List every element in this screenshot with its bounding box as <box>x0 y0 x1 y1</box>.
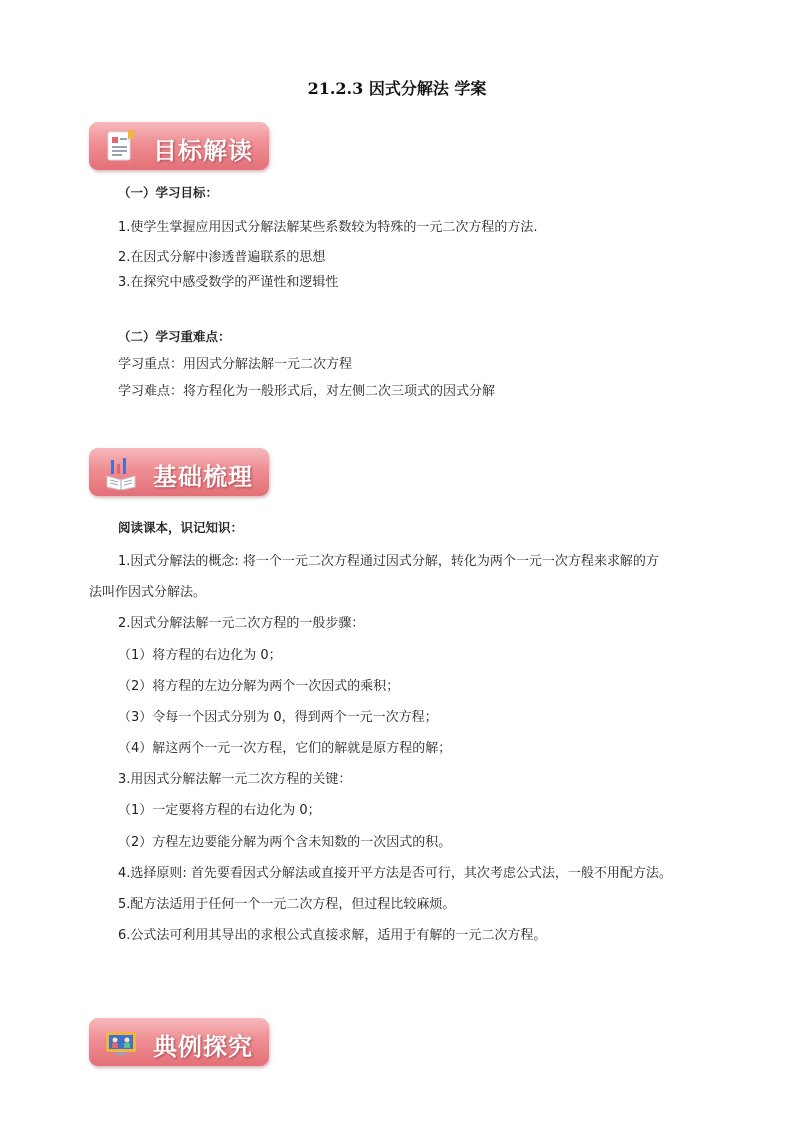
banner-examples-label: 典例探究 <box>153 1033 253 1061</box>
banner-basics-label: 基础梳理 <box>153 463 253 491</box>
banner-goals-label: 目标解读 <box>153 137 253 165</box>
basics-formula: 6.公式法可利用其导出的求根公式直接求解，适用于有解的一元二次方程。 <box>118 928 547 943</box>
basics-steps-title: 2.因式分解法解一元二次方程的一般步骤： <box>118 616 365 631</box>
banner-goals <box>89 122 269 170</box>
basics-step-3: （3）令每一个因式分别为 0，得到两个一元一次方程； <box>118 710 438 725</box>
document-title: 21.2.3 因式分解法 学案 <box>307 79 487 98</box>
basics-intro: 阅读课本，识记知识： <box>118 520 244 535</box>
open-book-chart-icon <box>104 454 138 490</box>
basics-concept-line-2: 法叫作因式分解法。 <box>89 585 207 600</box>
basics-principle: 4.选择原则: 首先要看因式分解法或直接开平方法是否可行，其次考虑公式法，一般不用配方法。 <box>118 866 672 881</box>
objective-item-1: 1.使学生掌握应用因式分解法解某些系数较为特殊的一元二次方程的方法. <box>118 220 538 235</box>
presentation-board-icon <box>104 1024 138 1060</box>
basics-completing-square: 5.配方法适用于任何一个一元二次方程，但过程比较麻烦。 <box>118 897 456 912</box>
document-checklist-icon <box>104 128 138 164</box>
objective-item-3: 3.在探究中感受数学的严谨性和逻辑性 <box>118 275 339 290</box>
key-points-difficulty: 学习难点：将方程化为一般形式后，对左侧二次三项式的因式分解 <box>118 384 496 399</box>
basics-key-title: 3.用因式分解法解一元二次方程的关键： <box>118 772 352 787</box>
basics-step-4: （4）解这两个一元一次方程，它们的解就是原方程的解； <box>118 741 452 756</box>
basics-key-item-2: （2）方程左边要能分解为两个含未知数的一次因式的积。 <box>118 835 452 850</box>
banner-examples <box>89 1018 269 1066</box>
basics-key-item-1: （1）一定要将方程的右边化为 0； <box>118 803 321 818</box>
key-points-focus: 学习重点：用因式分解法解一元二次方程 <box>118 357 353 372</box>
objectives-heading: （一）学习目标： <box>118 185 219 200</box>
banner-basics <box>89 448 269 496</box>
basics-concept-line-1: 1.因式分解法的概念: 将一个一元二次方程通过因式分解，转化为两个一元一次方程来求解的方 <box>118 554 659 569</box>
basics-step-1: （1）将方程的右边化为 0； <box>118 648 282 663</box>
basics-step-2: （2）将方程的左边分解为两个一次因式的乘积； <box>118 679 400 694</box>
objective-item-2: 2.在因式分解中渗透普遍联系的思想 <box>118 250 326 265</box>
key-points-heading: （二）学习重难点： <box>118 329 231 344</box>
